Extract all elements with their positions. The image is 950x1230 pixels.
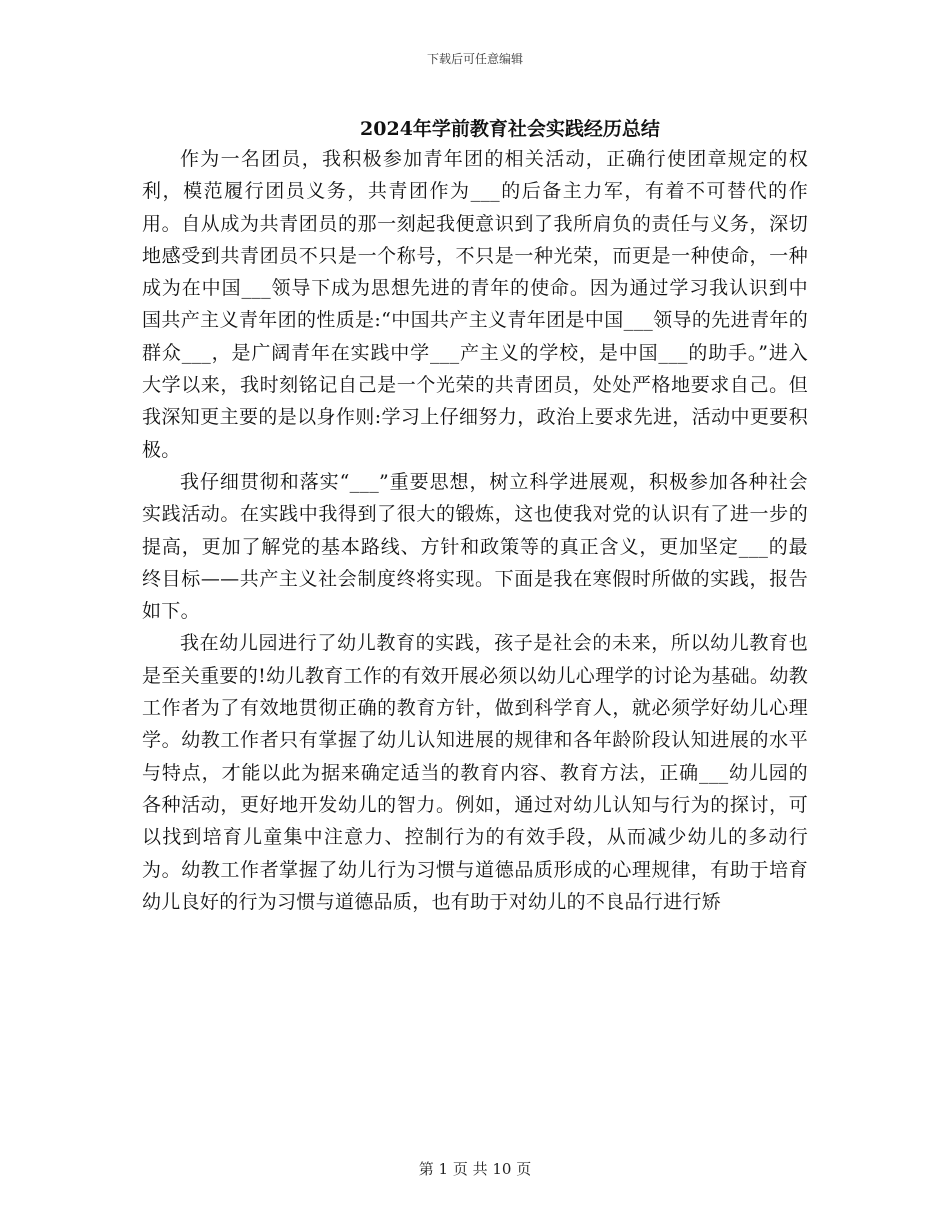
paragraph-1: 作为一名团员，我积极参加青年团的相关活动，正确行使团章规定的权利，模范履行团员义务，共青团作为___的后备主力军，有着不可替代的作用。自从成为共青团员的那一刻起我便意识到了我所肩负的责任与义务，深切地感受到共青团员不只是一个称号，不只是一种光荣，而更是一种使命，一种成为在中国___领导下成为思想先进的青年的使命。因为通过学习我认识到中国共产主义青年团的性质是:“中国共产主义青年团是中国___领导的先进青年的群众___，是广阔青年在实践中学___产主义的学校，是中国___的助手。”进入大学以来，我时刻铭记自己是一个光荣的共青团员，处处严格地要求自己。但我深知更主要的是以身作则:学习上仔细努力，政治上要求先进，活动中更要积极。 (142, 148, 808, 461)
paragraph-3: 我在幼儿园进行了幼儿教育的实践，孩子是社会的未来，所以幼儿教育也是至关重要的!幼儿教育工作的有效开展必须以幼儿心理学的讨论为基础。幼教工作者为了有效地贯彻正确的教育方针，做到科学育人，就必须学好幼儿心理学。幼教工作者只有掌握了幼儿认知进展的规律和各年龄阶段认知进展的水平与特点，才能以此为据来确定适当的教育内容、教育方法，正确___幼儿园的各种活动，更好地开发幼儿的智力。例如，通过对幼儿认知与行为的探讨，可以找到培育儿童集中注意力、控制行为的有效手段，从而减少幼儿的多动行为。幼教工作者掌握了幼儿行为习惯与道德品质形成的心理规律，有助于培育幼儿良好的行为习惯与道德品质，也有助于对幼儿的不良品行进行矫 (142, 632, 808, 913)
page-number: 第 1 页 共 10 页 (418, 1160, 532, 1178)
document-body (142, 143, 808, 918)
page-header-note: 下载后可任意编辑 (426, 52, 523, 66)
document-title: 2024年学前教育社会实践经历总结 (360, 118, 660, 140)
paragraph-2: 我仔细贯彻和落实“___”重要思想，树立科学进展观，积极参加各种社会实践活动。在实践中我得到了很大的锻炼，这也使我对党的认识有了进一步的提高，更加了解党的基本路线、方针和政策等的真正含义，更加坚定___的最终目标——共产主义社会制度终将实现。下面是我在寒假时所做的实践，报告如下。 (142, 470, 808, 623)
